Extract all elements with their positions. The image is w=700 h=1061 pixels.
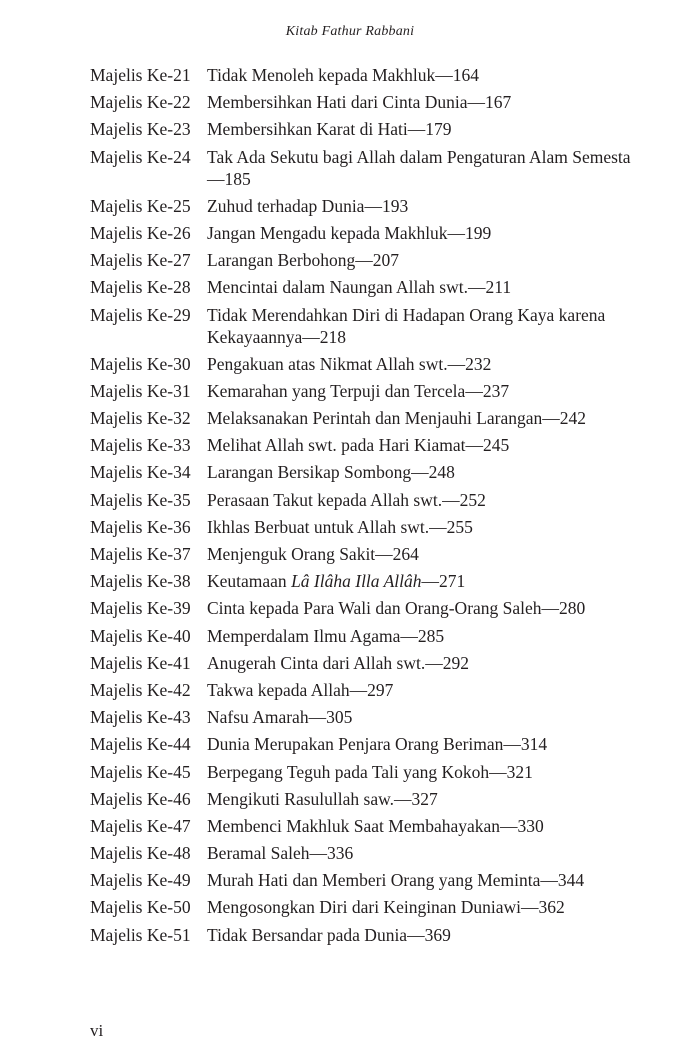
toc-entry bbox=[90, 869, 650, 891]
toc-entry bbox=[90, 353, 650, 375]
toc-entry-label: Majelis Ke-48 bbox=[90, 843, 191, 864]
toc-entry-label: Majelis Ke-34 bbox=[90, 462, 191, 483]
toc-entry-label: Majelis Ke-21 bbox=[90, 65, 191, 85]
toc-entry-title: Memperdalam Ilmu Agama—285 bbox=[207, 625, 445, 646]
toc-entry bbox=[90, 842, 650, 864]
toc-entry bbox=[90, 706, 650, 728]
toc-entry-label: Majelis Ke-39 bbox=[90, 598, 191, 619]
toc-entry-title: Murah Hati dan Memberi Orang yang Meminta—344 bbox=[207, 870, 585, 891]
toc-entry bbox=[90, 815, 650, 837]
toc-entry-label: Majelis Ke-49 bbox=[90, 870, 191, 891]
toc-entry-label: Majelis Ke-43 bbox=[90, 707, 191, 728]
toc-entry-title: Mencintai dalam Naungan Allah swt.—211 bbox=[207, 277, 512, 298]
toc-entry bbox=[90, 146, 650, 190]
toc-entry-label: Majelis Ke-45 bbox=[90, 761, 191, 782]
toc-entry-label: Majelis Ke-22 bbox=[90, 92, 191, 113]
toc-entry bbox=[90, 489, 650, 511]
toc-entry-label: Majelis Ke-44 bbox=[90, 734, 191, 755]
toc-entry bbox=[90, 461, 650, 483]
toc-entry-title-page: —271 bbox=[421, 571, 466, 592]
toc-entry-title: Melihat Allah swt. pada Hari Kiamat—245 bbox=[207, 435, 510, 456]
toc-entry-title-italic: Lâ Ilâha Illa Allâh bbox=[291, 571, 422, 592]
toc-entry bbox=[90, 407, 650, 429]
toc-entry-label: Majelis Ke-31 bbox=[90, 380, 191, 401]
toc-entry-title: Kemarahan yang Terpuji dan Tercela—237 bbox=[207, 380, 510, 401]
toc-entry-title: Membersihkan Hati dari Cinta Dunia—167 bbox=[207, 92, 512, 113]
toc-entry bbox=[90, 434, 650, 456]
toc-entry-label: Majelis Ke-41 bbox=[90, 652, 191, 673]
toc-entry-title: Melaksanakan Perintah dan Menjauhi Larangan—242 bbox=[207, 408, 587, 429]
toc-entry-label: Majelis Ke-32 bbox=[90, 408, 191, 429]
toc-entry-label: Majelis Ke-24 bbox=[90, 146, 191, 167]
toc-entry bbox=[90, 733, 650, 755]
toc-entry-title: Larangan Berbohong—207 bbox=[207, 250, 399, 271]
toc-entry bbox=[90, 924, 650, 946]
toc-entry bbox=[90, 380, 650, 402]
toc-entry-title: Nafsu Amarah—305 bbox=[207, 707, 353, 728]
toc-entry-title: Tak Ada Sekutu bagi Allah dalam Pengaturan Alam Semesta—185 bbox=[207, 146, 631, 189]
toc-entry bbox=[90, 570, 650, 592]
toc-entry-title-prefix: Keutamaan bbox=[207, 571, 292, 592]
toc-entry bbox=[90, 276, 650, 298]
toc-entry bbox=[90, 91, 650, 113]
toc-entry-title: Cinta kepada Para Wali dan Orang-Orang Saleh—280 bbox=[207, 598, 586, 619]
toc-entry-label: Majelis Ke-27 bbox=[90, 250, 191, 271]
toc-entry-title: Perasaan Takut kepada Allah swt.—252 bbox=[207, 489, 486, 510]
toc-entry bbox=[90, 652, 650, 674]
toc-entry-title: Menjenguk Orang Sakit—264 bbox=[207, 544, 419, 564]
toc-entry-title: Takwa kepada Allah—297 bbox=[207, 679, 394, 700]
toc-entry-label: Majelis Ke-37 bbox=[90, 544, 191, 564]
toc-entry-title: Larangan Bersikap Sombong—248 bbox=[207, 462, 455, 483]
toc-entry bbox=[90, 625, 650, 647]
toc-entry-title: Zuhud terhadap Dunia—193 bbox=[207, 195, 409, 216]
toc-entry bbox=[90, 304, 650, 348]
toc-entry-label: Majelis Ke-23 bbox=[90, 119, 191, 140]
toc-entry-title: Membenci Makhluk Saat Membahayakan—330 bbox=[207, 815, 544, 836]
toc-entry-title: Beramal Saleh—336 bbox=[207, 843, 354, 864]
toc-entry-title: Tidak Merendahkan Diri di Hadapan Orang Kaya karena Kekayaannya—218 bbox=[207, 304, 606, 347]
toc-entry-label: Majelis Ke-51 bbox=[90, 924, 191, 945]
running-header: Kitab Fathur Rabbani bbox=[285, 24, 415, 39]
table-of-contents bbox=[90, 64, 650, 951]
toc-entry-label: Majelis Ke-29 bbox=[90, 304, 191, 325]
toc-entry-title: Jangan Mengadu kepada Makhluk—199 bbox=[207, 222, 492, 243]
toc-entry bbox=[90, 195, 650, 217]
toc-entry-label: Majelis Ke-25 bbox=[90, 195, 191, 216]
toc-entry-label: Majelis Ke-26 bbox=[90, 222, 191, 243]
toc-entry bbox=[90, 118, 650, 140]
toc-entry bbox=[90, 249, 650, 271]
toc-entry-label: Majelis Ke-33 bbox=[90, 435, 191, 456]
toc-entry-label: Majelis Ke-35 bbox=[90, 489, 191, 510]
toc-entry-title: Anugerah Cinta dari Allah swt.—292 bbox=[207, 652, 469, 673]
toc-entry-title: Berpegang Teguh pada Tali yang Kokoh—321 bbox=[207, 761, 533, 782]
toc-entry bbox=[90, 64, 650, 86]
toc-entry-title: Tidak Menoleh kepada Makhluk—164 bbox=[207, 65, 480, 85]
toc-entry-title: Mengosongkan Diri dari Keinginan Duniawi—362 bbox=[207, 897, 565, 918]
toc-entry-label: Majelis Ke-38 bbox=[90, 571, 191, 592]
toc-entry bbox=[90, 597, 650, 619]
toc-entry-title: Dunia Merupakan Penjara Orang Beriman—314 bbox=[207, 734, 548, 755]
toc-entry-label: Majelis Ke-36 bbox=[90, 516, 191, 537]
toc-entry-label: Majelis Ke-40 bbox=[90, 625, 191, 646]
toc-entry-title: Tidak Bersandar pada Dunia—369 bbox=[207, 924, 451, 945]
toc-entry-label: Majelis Ke-47 bbox=[90, 815, 191, 836]
toc-entry bbox=[90, 761, 650, 783]
toc-entry-label: Majelis Ke-50 bbox=[90, 897, 191, 918]
toc-entry bbox=[90, 788, 650, 810]
toc-entry-title: Pengakuan atas Nikmat Allah swt.—232 bbox=[207, 353, 492, 374]
toc-entry bbox=[90, 896, 650, 918]
toc-entry-label: Majelis Ke-30 bbox=[90, 353, 191, 374]
page-number: vi bbox=[90, 1021, 104, 1040]
toc-entry bbox=[90, 222, 650, 244]
toc-entry-label: Majelis Ke-28 bbox=[90, 277, 191, 298]
toc-entry bbox=[90, 679, 650, 701]
toc-entry-title: Membersihkan Karat di Hati—179 bbox=[207, 119, 452, 140]
toc-entry-label: Majelis Ke-42 bbox=[90, 679, 191, 700]
toc-entry bbox=[90, 516, 650, 538]
toc-entry-title bbox=[207, 570, 637, 592]
toc-entry-title: Ikhlas Berbuat untuk Allah swt.—255 bbox=[207, 516, 473, 537]
toc-entry-label: Majelis Ke-46 bbox=[90, 788, 191, 809]
toc-entry bbox=[90, 543, 650, 565]
toc-entry-title: Mengikuti Rasulullah saw.—327 bbox=[207, 788, 438, 809]
